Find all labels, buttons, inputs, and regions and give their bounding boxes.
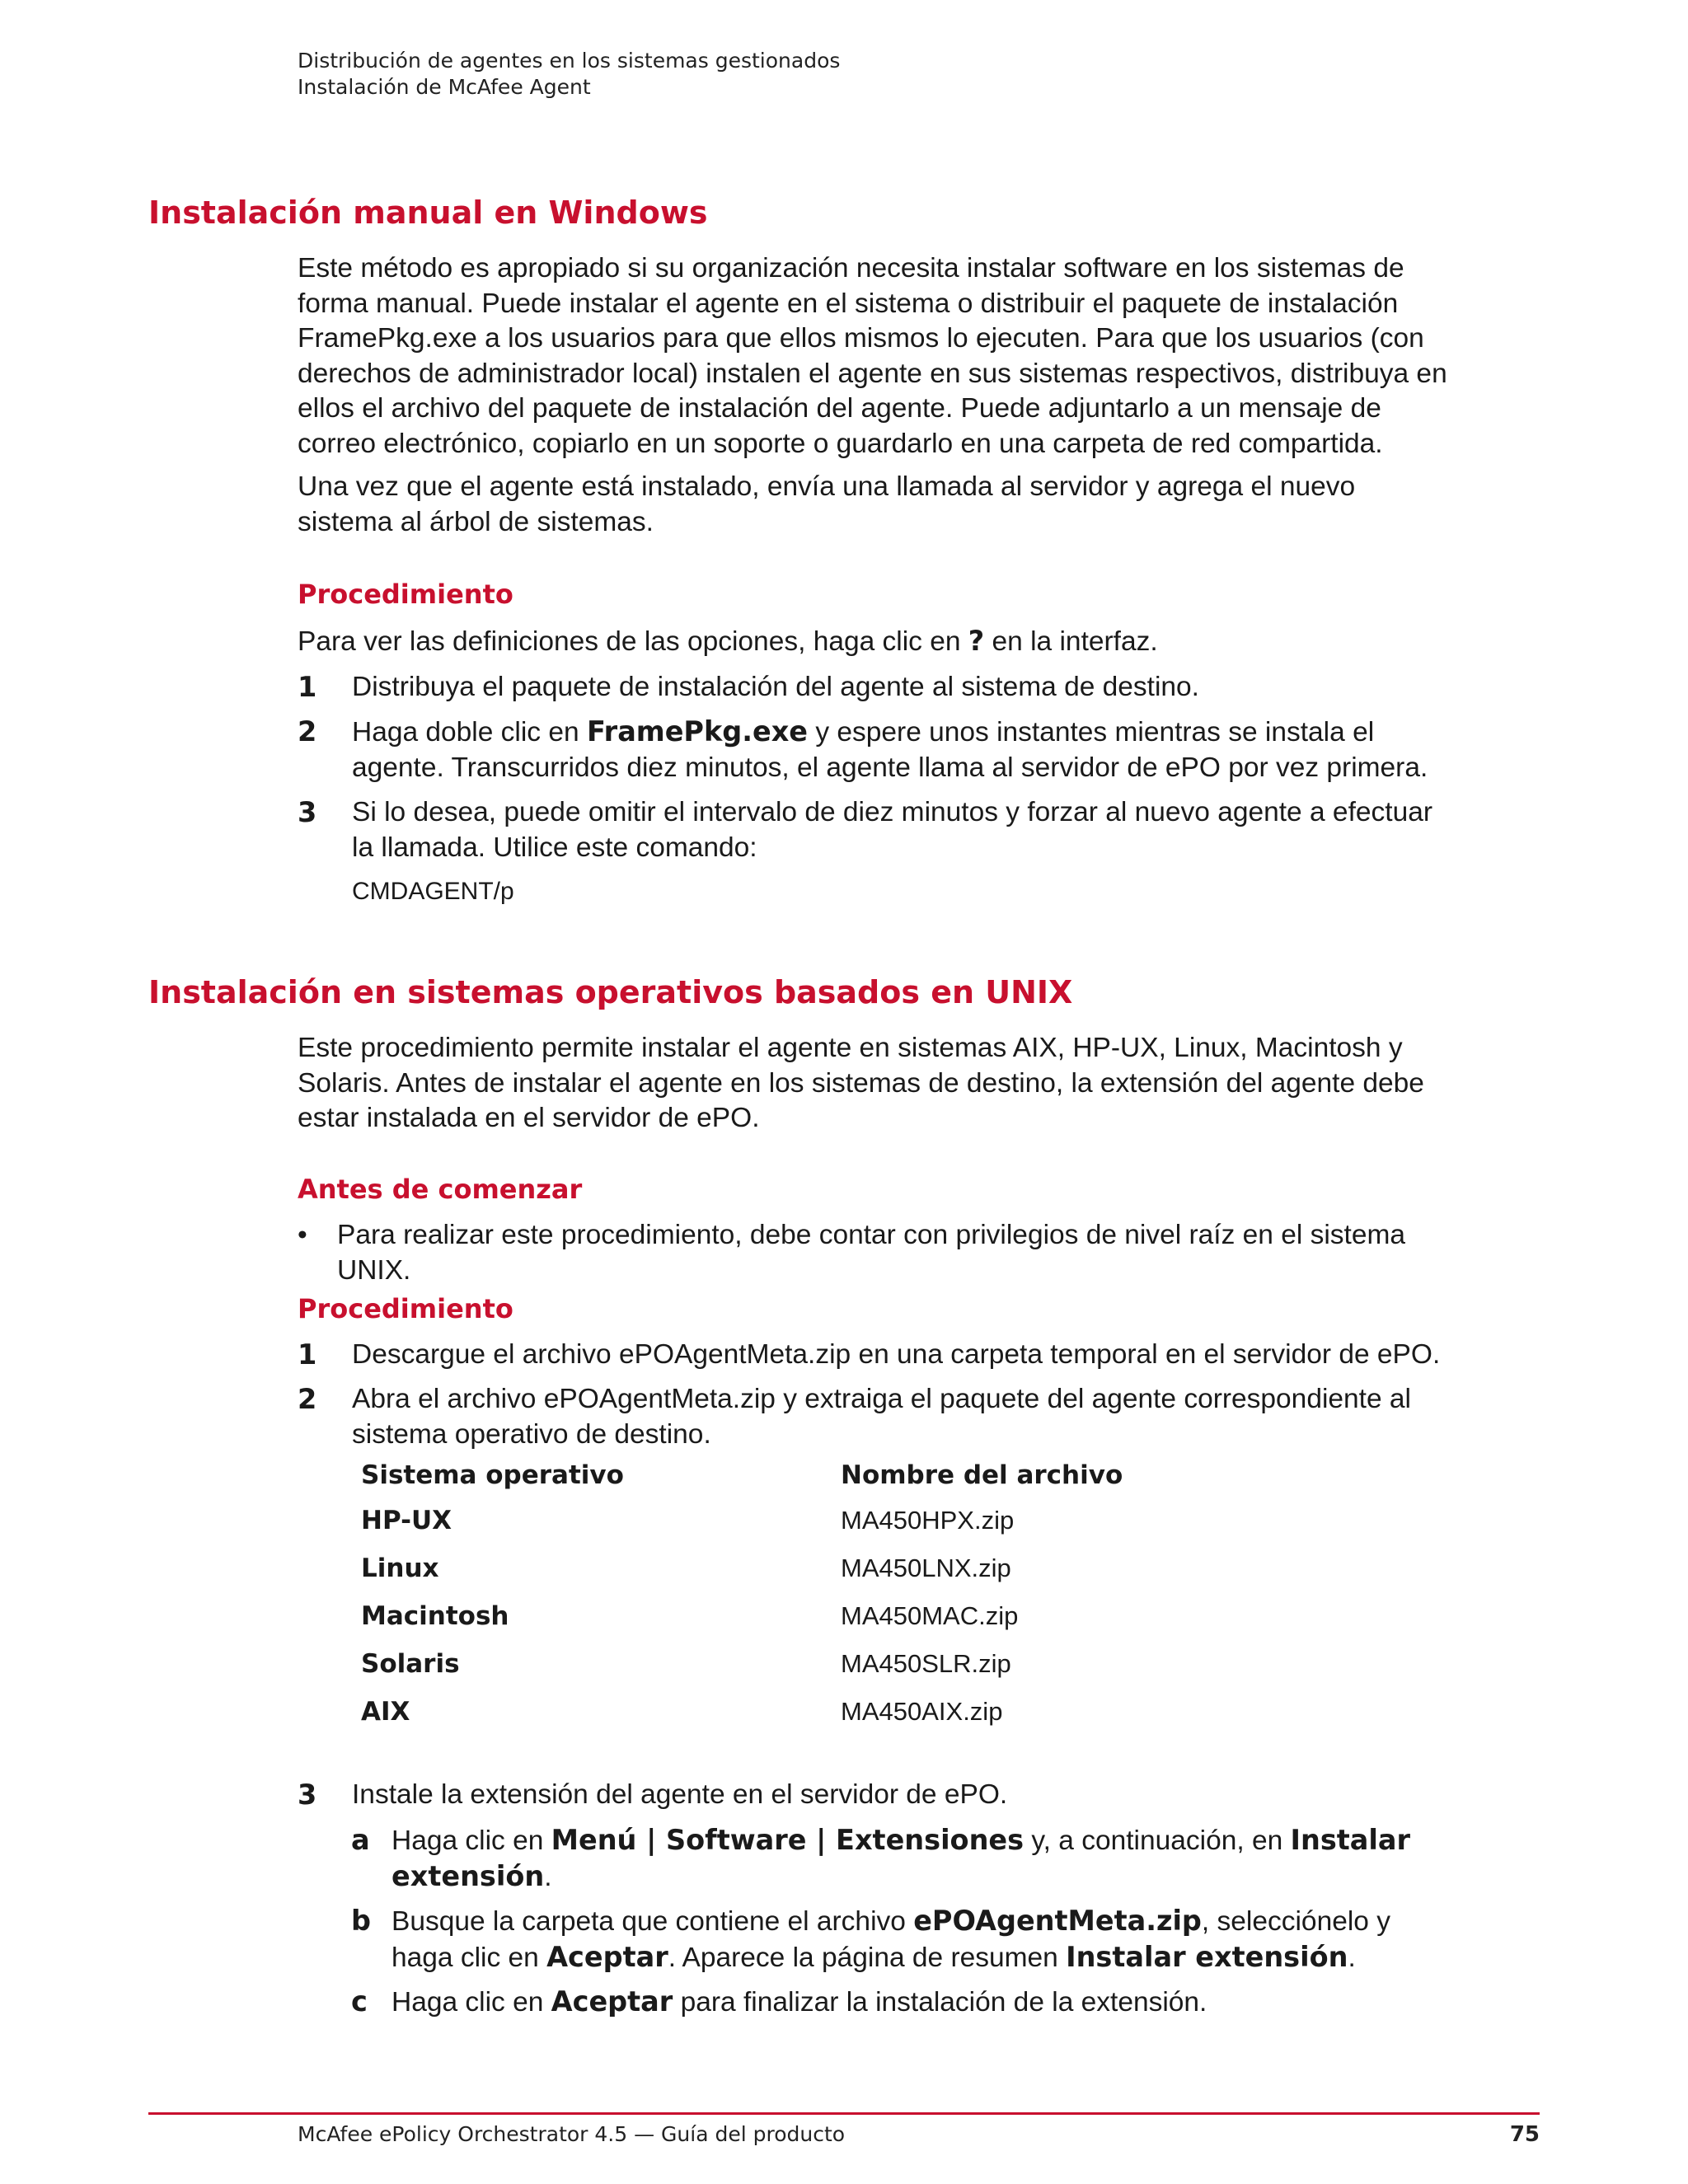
- table-header-row: [353, 1454, 1131, 1497]
- table-row: [353, 1497, 1131, 1544]
- step-text: Abra el archivo ePOAgentMeta.zip y extraiga el paquete del agente correspondiente al sistema operativo de destino.: [352, 1384, 1411, 1450]
- prerequisite-bullet: [298, 1218, 1468, 1288]
- unix-step-3: [298, 1778, 1460, 1813]
- substep-letter: a: [351, 1824, 370, 1856]
- os-package-table: [353, 1454, 1131, 1736]
- file-cell: MA450HPX.zip: [841, 1506, 1015, 1535]
- substep-text: [392, 1823, 1456, 1895]
- unix-step-2: [298, 1382, 1460, 1452]
- step-text: Distribuya el paquete de instalación del agente al sistema de destino.: [352, 672, 1199, 702]
- step-number: 3: [298, 1779, 317, 1811]
- page-number: 75: [1509, 2122, 1540, 2147]
- substep-text-part: , selecciónelo y haga clic en: [392, 1906, 1390, 1973]
- unix-substep-c: [351, 1985, 1456, 2021]
- unix-intro-paragraph: Este procedimiento permite instalar el agente en sistemas AIX, HP-UX, Linux, Macintosh y Solaris. Antes de instalar el agente en los sistemas de destino, la extensión del agente debe estar instalada en el servidor de ePO.: [298, 1033, 1424, 1134]
- substep-text-part: . Aparece la página de resumen: [668, 1942, 1067, 1973]
- substep-text: [392, 1904, 1456, 1975]
- column-header-os: Sistema operativo: [361, 1460, 624, 1490]
- ok-button-label: Aceptar: [551, 1985, 673, 2018]
- substep-text-part: Haga clic en: [392, 1987, 551, 2018]
- substep-text-part: .: [544, 1861, 552, 1892]
- step-number: 3: [298, 796, 317, 828]
- step-number: 1: [298, 1338, 317, 1371]
- file-cell: MA450MAC.zip: [841, 1601, 1019, 1630]
- step-text-part: Haga doble clic en: [352, 717, 587, 748]
- running-header: [298, 48, 840, 101]
- footer-rule: [148, 2112, 1540, 2115]
- windows-intro-paragraph: Este método es apropiado si su organización necesita instalar software en los sistemas de forma manual. Puede instalar el agente en el sistema o distribuir el paquete de instalación FramePkg.exe a los usuarios para que ellos mismos lo ejecuten. Para que los usuarios (con derechos de administrador local) instalen el agente en sus sistemas respectivos, distribuya en ellos el archivo del paquete de instalación del agente. Puede adjuntarlo a un mensaje de correo electrónico, copiarlo en un soporte o guardarlo en una carpeta de red compartida.: [298, 253, 1447, 459]
- os-cell: Solaris: [361, 1649, 460, 1679]
- windows-procedure-heading: Procedimiento: [298, 579, 513, 610]
- menu-path: Menú | Software | Extensiones: [551, 1824, 1025, 1856]
- footer-title: McAfee ePolicy Orchestrator 4.5 — Guía del producto: [298, 2122, 846, 2146]
- file-cell: MA450AIX.zip: [841, 1697, 1003, 1726]
- file-cell: MA450LNX.zip: [841, 1554, 1011, 1582]
- before-you-begin-heading: Antes de comenzar: [298, 1174, 583, 1205]
- table-row: [353, 1592, 1131, 1640]
- file-cell: MA450SLR.zip: [841, 1649, 1011, 1678]
- help-mark: ?: [968, 625, 985, 657]
- running-header-chapter: Distribución de agentes en los sistemas gestionados: [298, 49, 841, 73]
- windows-after-install-paragraph: Una vez que el agente está instalado, envía una llamada al servidor y agrega el nuevo sistema al árbol de sistemas.: [298, 471, 1356, 537]
- windows-step-3: [298, 795, 1460, 865]
- substep-text: [392, 1985, 1456, 2021]
- os-cell: Linux: [361, 1554, 439, 1583]
- unix-step-1: [298, 1338, 1460, 1373]
- windows-procedure-intro: [298, 624, 1451, 660]
- substep-text-part: para finalizar la instalación de la extensión.: [673, 1987, 1207, 2018]
- os-cell: AIX: [361, 1697, 410, 1727]
- os-cell: HP-UX: [361, 1506, 452, 1535]
- substep-text-part: Busque la carpeta que contiene el archivo: [392, 1906, 914, 1937]
- framepkg-filename: FramePkg.exe: [586, 715, 809, 748]
- step-text: Descargue el archivo ePOAgentMeta.zip en una carpeta temporal en el servidor de ePO.: [352, 1339, 1441, 1370]
- unix-procedure-heading: Procedimiento: [298, 1293, 513, 1324]
- unix-substep-a: [351, 1823, 1456, 1895]
- column-header-file: Nombre del archivo: [841, 1460, 1123, 1490]
- section-title-windows: Instalación manual en Windows: [148, 194, 708, 231]
- windows-step-2: [298, 715, 1460, 785]
- substep-text-part: y, a continuación, en: [1024, 1825, 1291, 1856]
- os-cell: Macintosh: [361, 1601, 509, 1631]
- step-text: [352, 715, 1460, 785]
- bullet-mark: •: [298, 1220, 307, 1250]
- table-row: [353, 1688, 1131, 1736]
- step-number: 2: [298, 715, 317, 748]
- step-text-part: y espere unos instantes mientras se instala el agente. Transcurridos diez minutos, el agente llama al servidor de ePO por vez primera.: [352, 717, 1428, 783]
- running-header-section: Instalación de McAfee Agent: [298, 75, 591, 99]
- unix-substep-b: [351, 1904, 1456, 1975]
- substep-letter: c: [351, 1985, 368, 2018]
- table-row: [353, 1544, 1131, 1592]
- windows-step-1: [298, 670, 1460, 705]
- step-number: 1: [298, 671, 317, 703]
- bullet-text: Para realizar este procedimiento, debe contar con privilegios de nivel raíz en el sistema UNIX.: [337, 1220, 1405, 1286]
- step-text: Instale la extensión del agente en el servidor de ePO.: [352, 1779, 1008, 1810]
- substep-text-part: .: [1348, 1942, 1356, 1973]
- intro-text-before: Para ver las definiciones de las opciones, haga clic en: [298, 626, 968, 657]
- command-example: CMDAGENT/p: [352, 878, 514, 905]
- ok-button-label: Aceptar: [546, 1940, 668, 1973]
- section-title-unix: Instalación en sistemas operativos basados en UNIX: [148, 974, 1073, 1010]
- install-extension-label: Instalar extensión: [392, 1824, 1410, 1892]
- substep-text-part: Haga clic en: [392, 1825, 551, 1856]
- meta-zip-filename: ePOAgentMeta.zip: [913, 1905, 1202, 1937]
- intro-text-after: en la interfaz.: [984, 626, 1158, 657]
- table-row: [353, 1640, 1131, 1688]
- step-text: Si lo desea, puede omitir el intervalo de diez minutos y forzar al nuevo agente a efectuar la llamada. Utilice este comando:: [352, 797, 1432, 863]
- substep-letter: b: [351, 1905, 371, 1937]
- step-number: 2: [298, 1383, 317, 1415]
- install-extension-page-label: Instalar extensión: [1066, 1940, 1348, 1973]
